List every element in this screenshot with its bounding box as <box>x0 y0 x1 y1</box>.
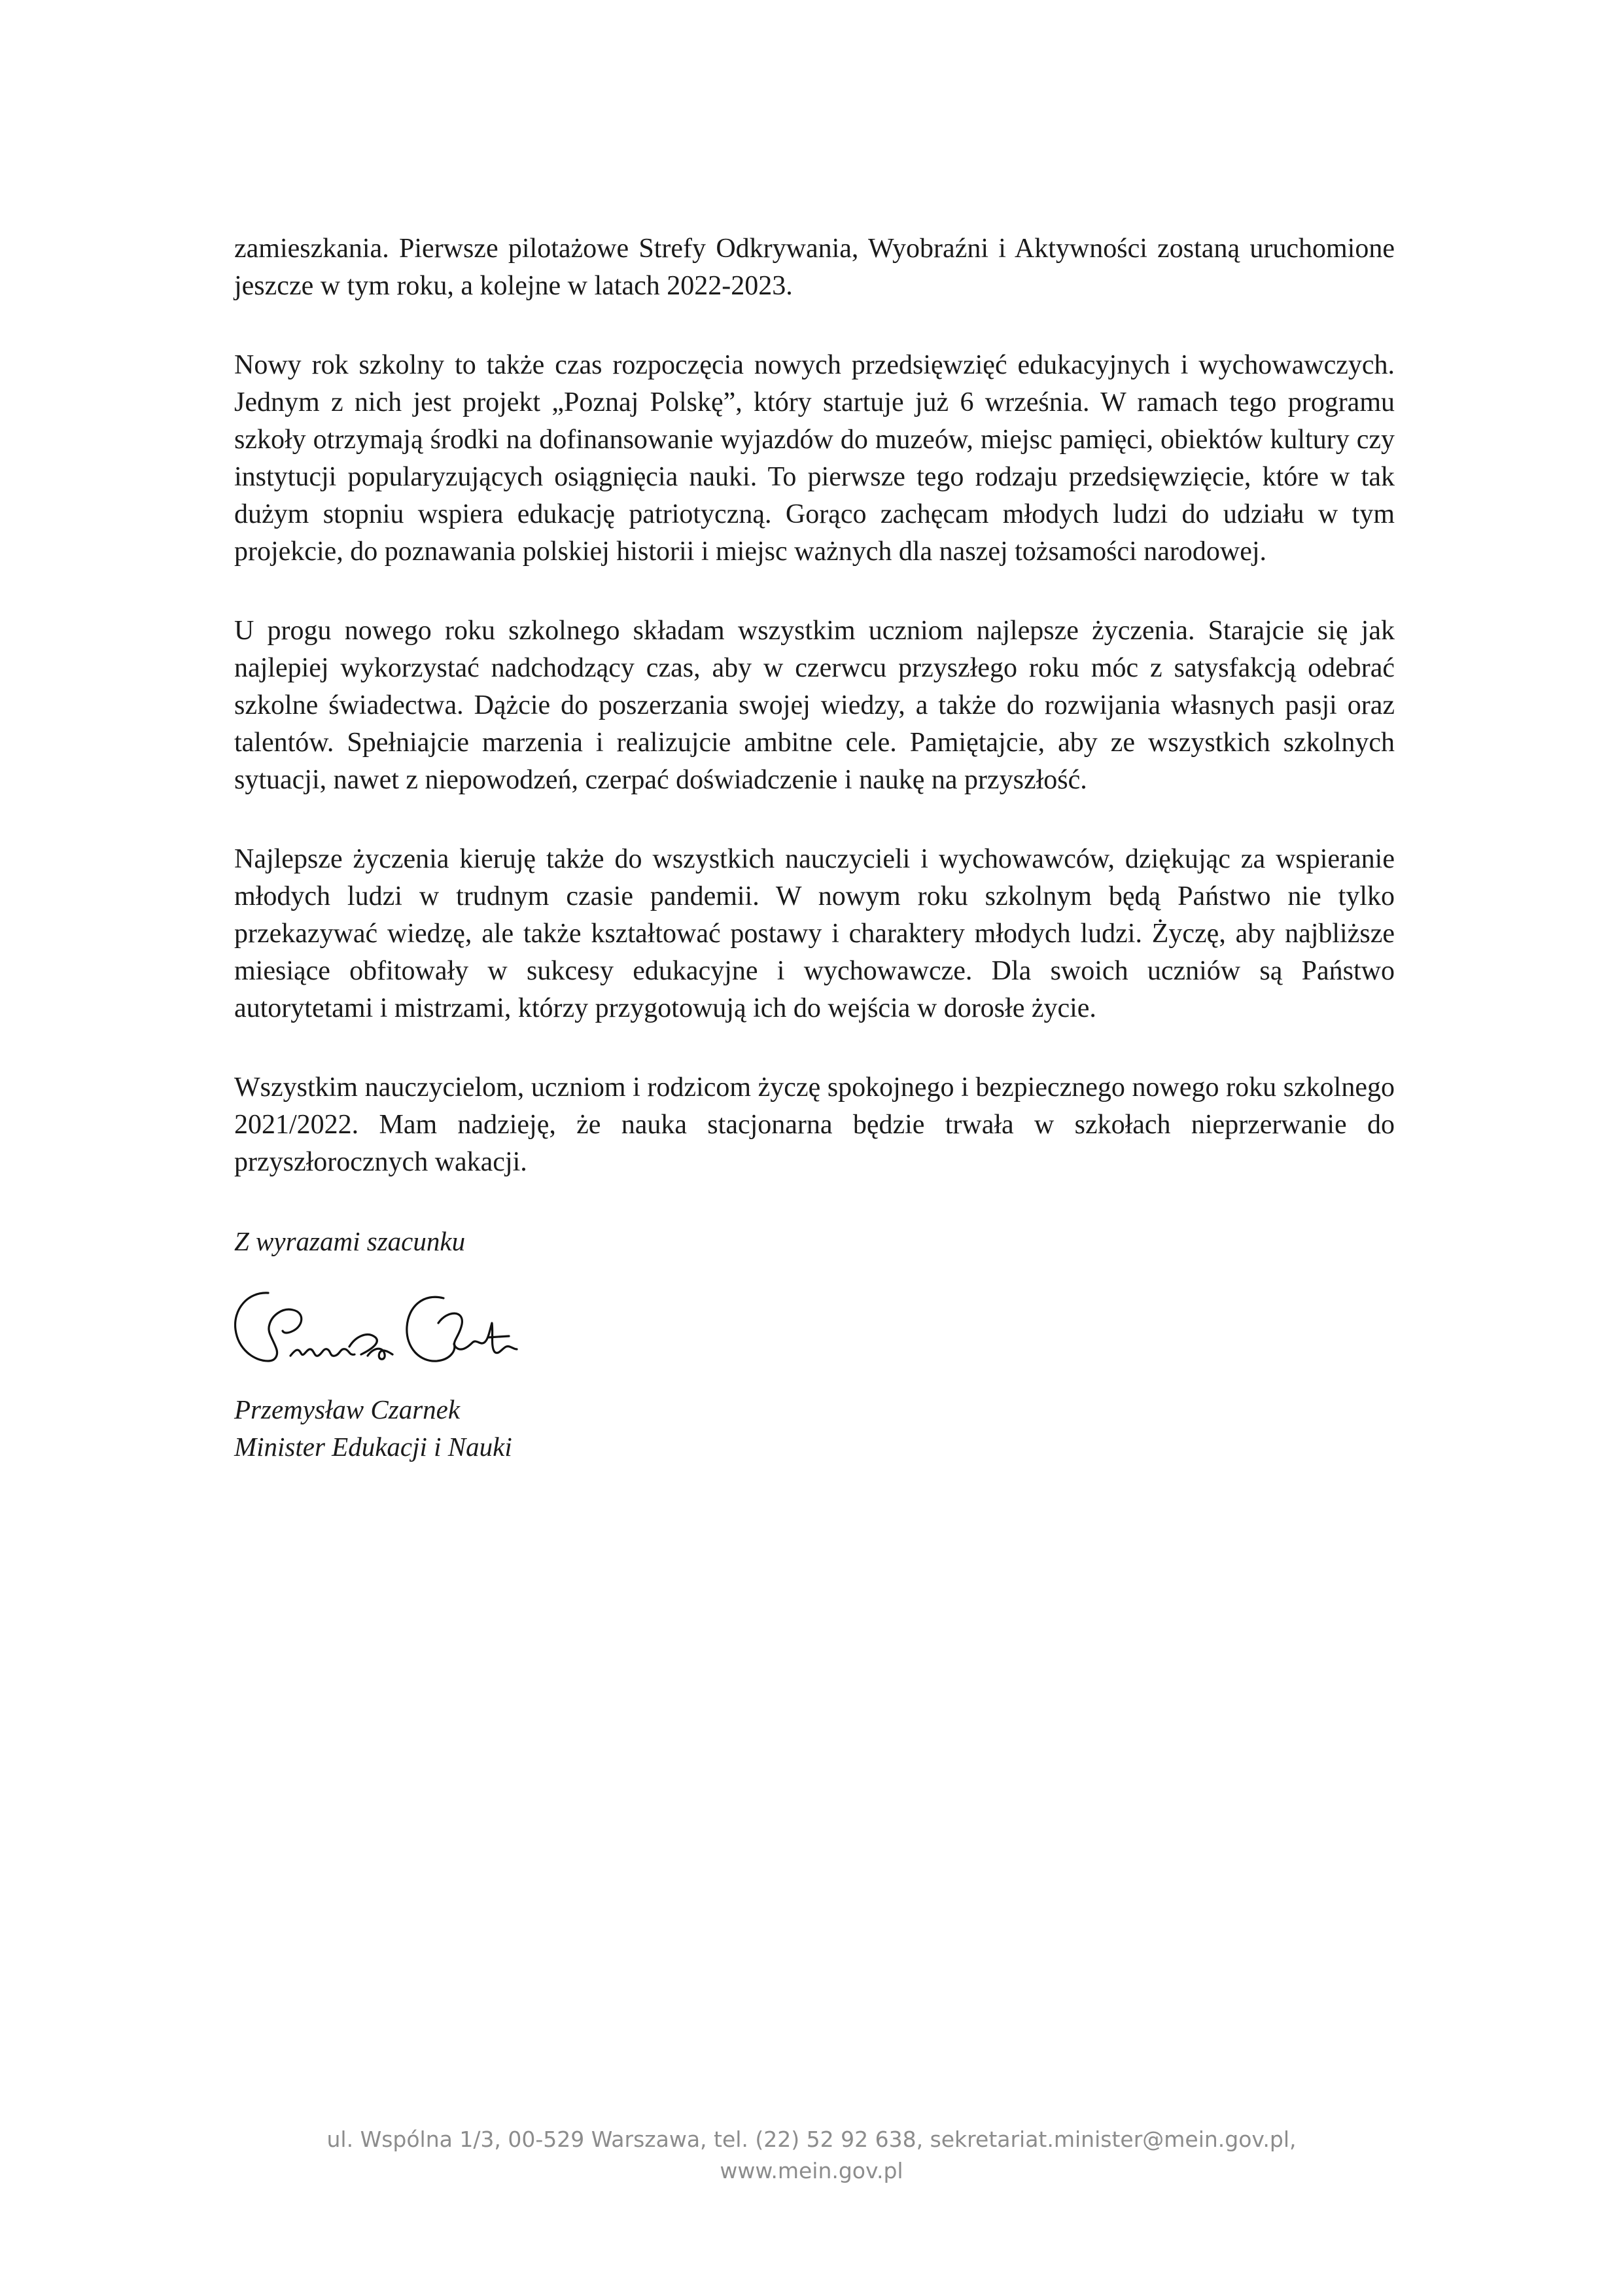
paragraph-1: zamieszkania. Pierwsze pilotażowe Strefy Odkrywania, Wyobraźni i Aktywności zostaną uruchomione jeszcze w tym roku, a kolejne w latach 2022-2023. <box>234 234 1395 301</box>
paragraph-2: Nowy rok szkolny to także czas rozpoczęcia nowych przedsięwzięć edukacyjnych i wychowawczych. Jednym z nich jest projekt „Poznaj Polskę”, który startuje już 6 września. W ramach tego programu szkoły otrzymają środki na dofinansowanie wyjazdów do muzeów, miejsc pamięci, obiektów kultury czy instytucji popularyzujących osiągnięcia nauki. To pierwsze tego rodzaju przedsięwzięcie, które w tak dużym stopniu wspiera edukację patriotyczną. Gorąco zachęcam młodych ludzi do udziału w tym projekcie, do poznawania polskiej historii i miejsc ważnych dla naszej tożsamości narodowej. <box>234 350 1395 567</box>
page-footer <box>0 2124 1623 2187</box>
letter-body <box>234 230 1395 1466</box>
closing-salutation: Z wyrazami szacunku <box>234 1226 466 1256</box>
paragraph-3: U progu nowego roku szkolnego składam wszystkim uczniom najlepsze życzenia. Starajcie się jak najlepiej wykorzystać nadchodzący czas, aby w czerwcu przyszłego roku móc z satysfakcją odebrać szkolne świadectwa. Dążcie do poszerzania swojej wiedzy, a także do rozwijania własnych pasji oraz talentów. Spełniajcie marzenia i realizujcie ambitne cele. Pamiętajcie, aby ze wszystkich szkolnych sytuacji, nawet z niepowodzeń, czerpać doświadczenie i naukę na przyszłość. <box>234 616 1395 795</box>
handwritten-signature <box>228 1284 568 1382</box>
paragraph-4: Najlepsze życzenia kieruję także do wszystkich nauczycieli i wychowawców, dziękując za wspieranie młodych ludzi w trudnym czasie pandemii. W nowym roku szkolnym będą Państwo nie tylko przekazywać wiedzę, ale także kształtować postawy i charaktery młodych ludzi. Życzę, aby najbliższe miesiące obfitowały w sukcesy edukacyjne i wychowawcze. Dla swoich uczniów są Państwo autorytetami i mistrzami, którzy przygotowują ich do wejścia w dorosłe życie. <box>234 844 1395 1023</box>
signer-title: Minister Edukacji i Nauki <box>234 1432 512 1462</box>
footer-address: ul. Wspólna 1/3, 00-529 Warszawa, tel. (22) 52 92 638, sekretariat.minister@mein.gov.pl, <box>326 2127 1297 2152</box>
footer-website: www.mein.gov.pl <box>720 2158 903 2183</box>
signer-name: Przemysław Czarnek <box>234 1394 461 1424</box>
paragraph-5: Wszystkim nauczycielom, uczniom i rodzicom życzę spokojnego i bezpiecznego nowego roku szkolnego 2021/2022. Mam nadzieję, że nauka stacjonarna będzie trwała w szkołach nieprzerwanie do przyszłorocznych wakacji. <box>234 1072 1395 1177</box>
signer-block <box>234 1391 1395 1466</box>
